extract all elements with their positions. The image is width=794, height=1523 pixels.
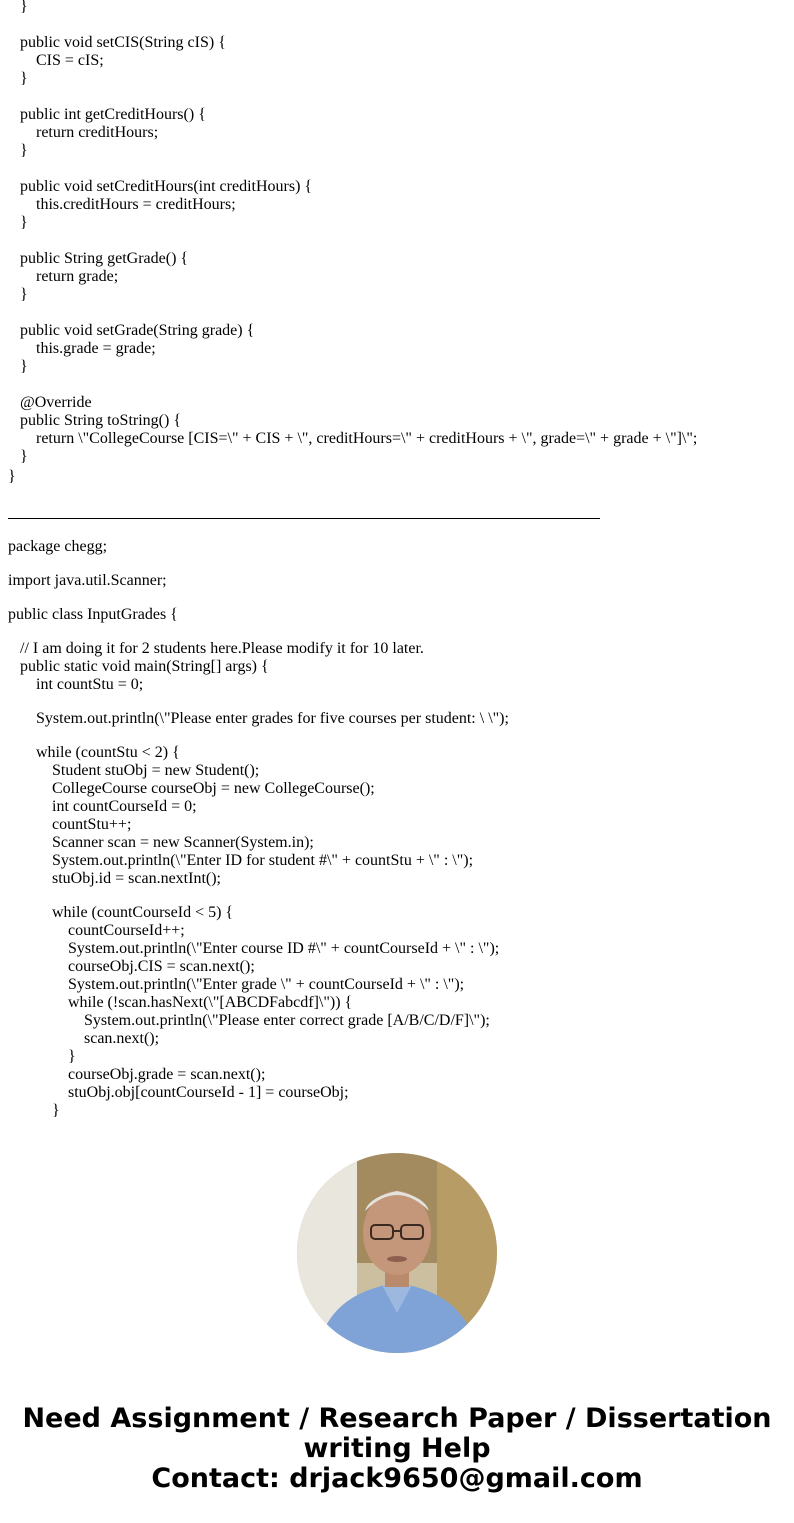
code-line: CollegeCourse courseObj = new CollegeCourse(); <box>52 780 375 797</box>
presenter-avatar <box>297 1153 497 1353</box>
class-declaration: public class InputGrades { <box>8 606 178 623</box>
code-line: courseObj.CIS = scan.next(); <box>68 958 255 975</box>
code-line: public void setCreditHours(int creditHours) { <box>20 178 313 195</box>
code-line: } <box>20 142 28 159</box>
code-line: stuObj.id = scan.nextInt(); <box>52 870 221 887</box>
code-line: int countStu = 0; <box>36 676 144 693</box>
promo-line-2: writing Help <box>303 1433 491 1464</box>
code-line: int countCourseId = 0; <box>52 798 197 815</box>
code-line: } <box>52 1102 60 1119</box>
import-statement: import java.util.Scanner; <box>8 572 167 589</box>
code-line: } <box>20 448 28 465</box>
code-line: Scanner scan = new Scanner(System.in); <box>52 834 314 851</box>
code-line: System.out.println(\"Please enter grades for five courses per student: \ \"); <box>36 710 509 727</box>
code-line: @Override <box>20 394 92 411</box>
presenter-photo-icon <box>297 1153 497 1353</box>
code-line: System.out.println(\"Enter grade \" + countCourseId + \" : \"); <box>68 976 465 993</box>
code-line: return \"CollegeCourse [CIS=\" + CIS + \", creditHours=\" + creditHours + \", grade=\" + grade + \"]\"; <box>36 430 698 447</box>
code-line: Student stuObj = new Student(); <box>52 762 260 779</box>
promo-line-3: Contact: drjack9650@gmail.com <box>151 1463 643 1494</box>
code-line: while (!scan.hasNext(\"[ABCDFabcdf]\")) { <box>68 994 353 1011</box>
code-line: countStu++; <box>52 816 132 833</box>
code-line: } <box>20 0 28 15</box>
promo-line-1: Need Assignment / Research Paper / Dissertation <box>22 1403 772 1434</box>
code-line: } <box>20 214 28 231</box>
code-line: // I am doing it for 2 students here.Please modify it for 10 later. <box>20 640 424 657</box>
code-line: } <box>20 286 28 303</box>
code-line: scan.next(); <box>84 1030 160 1047</box>
class-close-brace: } <box>8 468 16 485</box>
code-line: public void setGrade(String grade) { <box>20 322 255 339</box>
code-line: this.grade = grade; <box>36 340 156 357</box>
code-line: public String toString() { <box>20 412 182 429</box>
code-line: public void setCIS(String cIS) { <box>20 34 226 51</box>
code-line: while (countStu < 2) { <box>36 744 180 761</box>
code-line: } <box>68 1048 76 1065</box>
code-line: public int getCreditHours() { <box>20 106 206 123</box>
code-line: while (countCourseId < 5) { <box>52 904 234 921</box>
code-line: stuObj.obj[countCourseId - 1] = courseObj; <box>68 1084 349 1101</box>
code-line: System.out.println(\"Enter ID for student #\" + countStu + \" : \"); <box>52 852 474 869</box>
code-line: return grade; <box>36 268 119 285</box>
code-line: CIS = cIS; <box>36 52 104 69</box>
code-line: return creditHours; <box>36 124 159 141</box>
code-line: courseObj.grade = scan.next(); <box>68 1066 266 1083</box>
code-line: public static void main(String[] args) { <box>20 658 269 675</box>
package-statement: package chegg; <box>8 538 108 555</box>
code-line: public String getGrade() { <box>20 250 189 267</box>
code-line: countCourseId++; <box>68 922 185 939</box>
code-line: this.creditHours = creditHours; <box>36 196 236 213</box>
code-line: } <box>20 70 28 87</box>
code-line: System.out.println(\"Please enter correct grade [A/B/C/D/F]\"); <box>84 1012 490 1029</box>
code-line: System.out.println(\"Enter course ID #\" + countCourseId + \" : \"); <box>68 940 500 957</box>
section-divider <box>8 518 600 519</box>
code-line: } <box>20 358 28 375</box>
